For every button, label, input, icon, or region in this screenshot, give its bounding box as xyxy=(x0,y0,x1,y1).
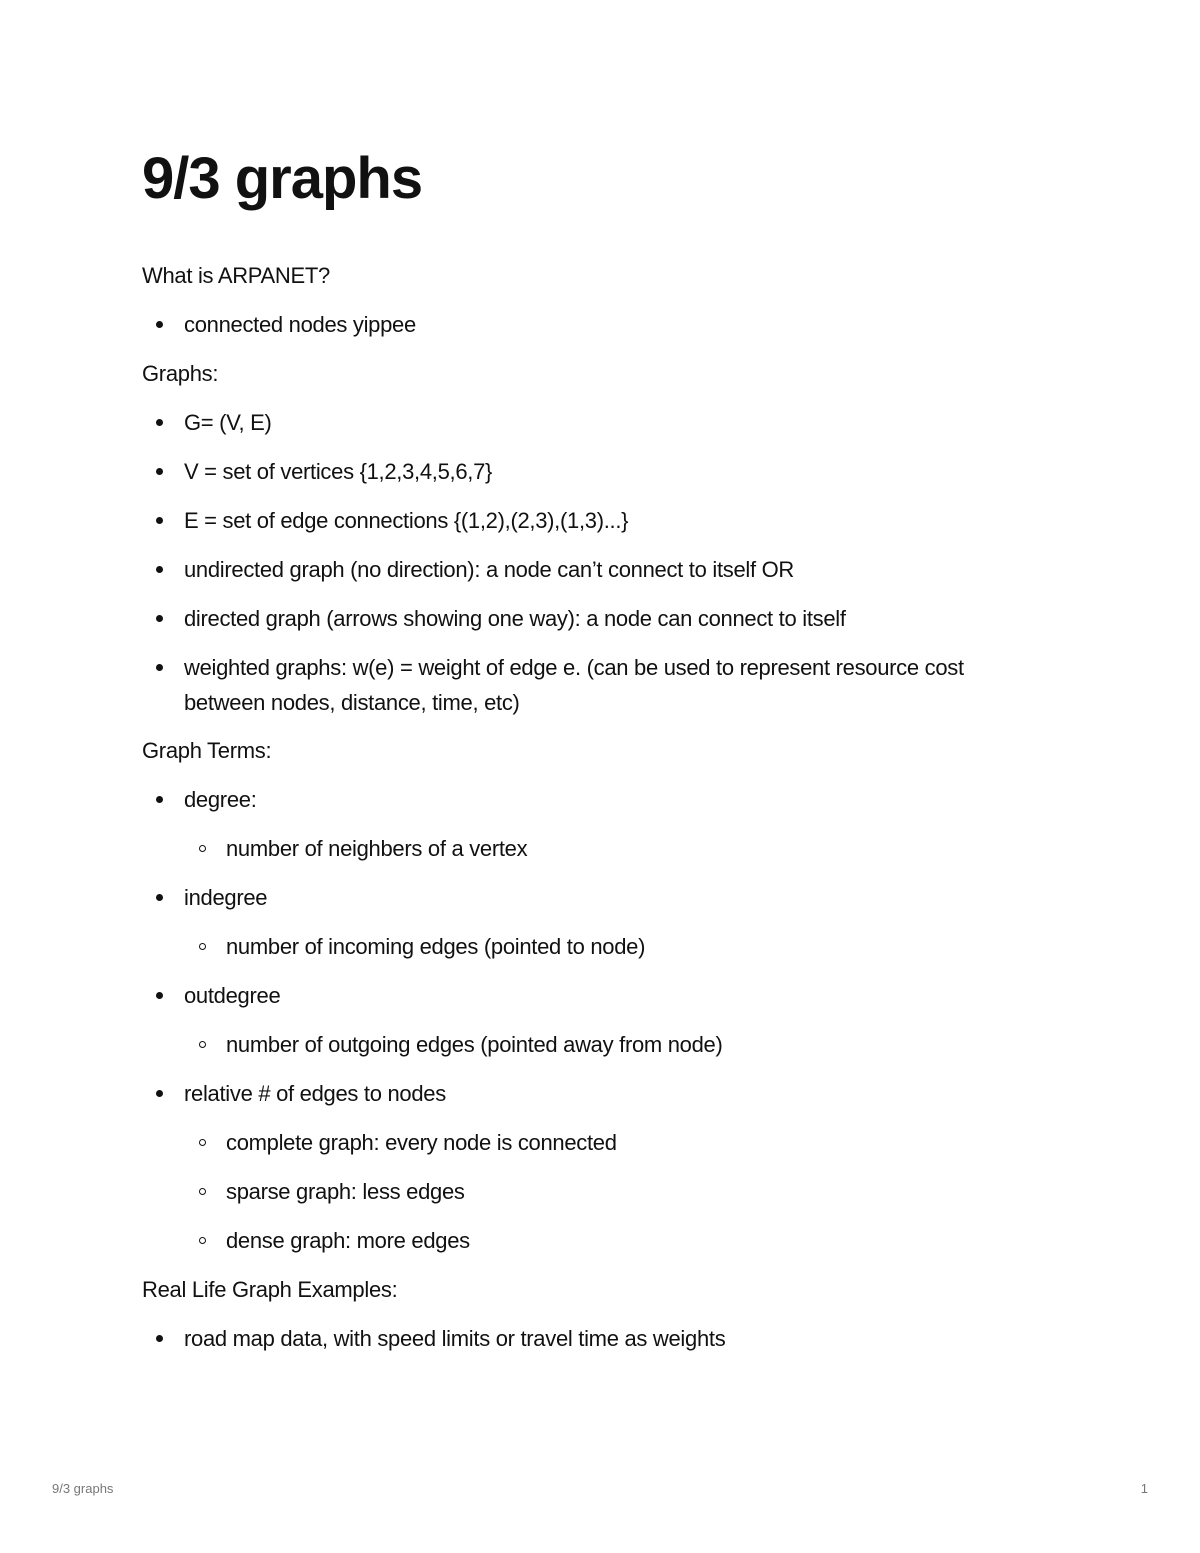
bullet-icon xyxy=(156,796,163,803)
sub-list xyxy=(184,1027,1022,1063)
list-item xyxy=(142,601,1022,637)
terms-list xyxy=(142,782,1022,1259)
sub-list-item-text: complete graph: every node is connected xyxy=(226,1130,617,1155)
list-item xyxy=(142,1076,1022,1259)
list-item-text: V = set of vertices {1,2,3,4,5,6,7} xyxy=(184,459,493,484)
list-item-text: E = set of edge connections {(1,2),(2,3),(1,3)...} xyxy=(184,508,629,533)
page-title: 9/3 graphs xyxy=(142,146,423,211)
examples-list xyxy=(142,1321,1022,1357)
list-item-text: indegree xyxy=(184,885,268,910)
bullet-icon xyxy=(156,664,163,671)
list-item-text: undirected graph (no direction): a node can’t connect to itself OR xyxy=(184,557,795,582)
circle-bullet-icon xyxy=(199,1139,206,1146)
section-heading-arpanet: What is ARPANET? xyxy=(142,263,330,288)
sub-list-item xyxy=(184,1125,1022,1161)
list-item-text: road map data, with speed limits or travel time as weights xyxy=(184,1326,726,1351)
list-item xyxy=(142,405,1022,441)
list-item-text: weighted graphs: w(e) = weight of edge e. (can be used to represent resource cost between nodes, distance, time, etc) xyxy=(184,655,964,715)
footer-doc-name: 9/3 graphs xyxy=(52,1481,114,1496)
sub-list-item xyxy=(184,1174,1022,1210)
bullet-icon xyxy=(156,1335,163,1342)
sub-list-item-text: number of incoming edges (pointed to node) xyxy=(226,934,646,959)
bullet-icon xyxy=(156,419,163,426)
section-heading-examples: Real Life Graph Examples: xyxy=(142,1277,398,1302)
sub-list-item xyxy=(184,1223,1022,1259)
sub-list-item xyxy=(184,1027,1022,1063)
bullet-icon xyxy=(156,566,163,573)
bullet-icon xyxy=(156,321,163,328)
list-item xyxy=(142,503,1022,539)
sub-list-item-text: number of outgoing edges (pointed away from node) xyxy=(226,1032,723,1057)
list-item xyxy=(142,454,1022,490)
list-item xyxy=(142,978,1022,1063)
list-item-text: relative # of edges to nodes xyxy=(184,1081,446,1106)
list-item-text: outdegree xyxy=(184,983,281,1008)
list-item xyxy=(142,1321,1022,1357)
bullet-icon xyxy=(156,1090,163,1097)
list-item-text: G= (V, E) xyxy=(184,410,272,435)
list-item-text: connected nodes yippee xyxy=(184,312,416,337)
circle-bullet-icon xyxy=(199,1041,206,1048)
document-body xyxy=(142,258,1022,1370)
list-item-text: degree: xyxy=(184,787,257,812)
bullet-icon xyxy=(156,468,163,475)
circle-bullet-icon xyxy=(199,1188,206,1195)
sub-list xyxy=(184,929,1022,965)
footer-page-number: 1 xyxy=(1140,1481,1148,1496)
arpanet-list xyxy=(142,307,1022,343)
sub-list-item xyxy=(184,929,1022,965)
list-item xyxy=(142,552,1022,588)
section-heading-terms: Graph Terms: xyxy=(142,738,272,763)
list-item-text: directed graph (arrows showing one way): a node can connect to itself xyxy=(184,606,846,631)
sub-list xyxy=(184,1125,1022,1259)
bullet-icon xyxy=(156,517,163,524)
list-item xyxy=(142,307,1022,343)
sub-list xyxy=(184,831,1022,867)
sub-list-item xyxy=(184,831,1022,867)
sub-list-item-text: number of neighbers of a vertex xyxy=(226,836,528,861)
circle-bullet-icon xyxy=(199,1237,206,1244)
circle-bullet-icon xyxy=(199,845,206,852)
list-item xyxy=(142,782,1022,867)
section-heading-graphs: Graphs: xyxy=(142,361,219,386)
list-item xyxy=(142,880,1022,965)
sub-list-item-text: sparse graph: less edges xyxy=(226,1179,465,1204)
bullet-icon xyxy=(156,992,163,999)
bullet-icon xyxy=(156,894,163,901)
sub-list-item-text: dense graph: more edges xyxy=(226,1228,470,1253)
list-item xyxy=(142,650,974,720)
graphs-list xyxy=(142,405,1022,720)
circle-bullet-icon xyxy=(199,943,206,950)
bullet-icon xyxy=(156,615,163,622)
